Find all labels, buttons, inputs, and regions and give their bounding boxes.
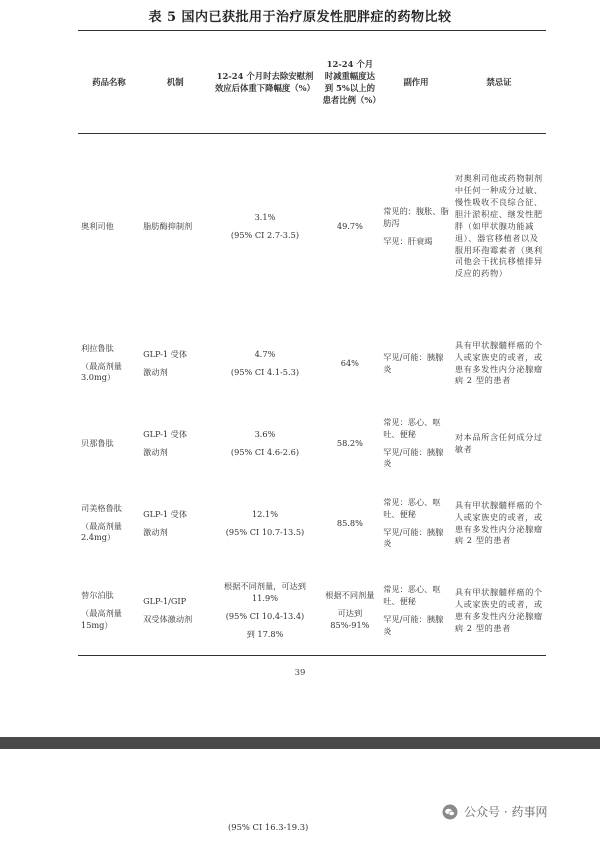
continued-ci-text: (95% CI 16.3-19.3) [228, 822, 309, 832]
header-5pct-ratio: 12-24 个月时减重幅度达到 5%以上的患者比例（%） [322, 58, 381, 106]
cell-weight-loss: 3.6% (95% CI 4.6-2.6) [230, 428, 300, 457]
watermark-text: 公众号 · 药事网 [464, 805, 548, 819]
watermark [442, 803, 547, 820]
cell-5pct-ratio: 58.2% [336, 437, 363, 448]
cell-contraindications: 对本品所含任何成分过敏者 [454, 431, 543, 454]
cell-mechanism: GLP-1/GIP 双受体激动剂 [143, 596, 193, 625]
cell-side-effects: 常见：恶心、呕吐、便秘 罕见/可能：胰腺炎 [383, 584, 444, 637]
drug-comparison-table [78, 30, 546, 656]
cell-contraindications: 具有甲状腺髓样癌的个人或家族史的或者，或患有多发性内分泌腺瘤病 2 型的患者 [454, 499, 543, 546]
cell-mechanism: GLP-1 受体 激动剂 [143, 428, 188, 457]
cell-drug-name: 贝那鲁肽 [81, 437, 114, 448]
cell-side-effects: 罕见/可能：胰腺炎 [383, 351, 444, 374]
page-separator [0, 737, 600, 749]
header-contraindications: 禁忌证 [486, 76, 512, 87]
cell-drug-name: 奥利司他 [81, 220, 114, 231]
table-row [78, 320, 546, 408]
cell-weight-loss: 4.7% (95% CI 4.1-5.3) [230, 348, 300, 377]
cell-side-effects: 常见：恶心、呕吐、便秘 罕见/可能：胰腺炎 [383, 416, 444, 469]
cell-drug-name: 替尔泊肽 （最高剂量 15mg） [81, 590, 122, 631]
cell-side-effects: 常见的：腹胀、脂肪泻 罕见：肝衰竭 [383, 205, 449, 246]
table-title: 表 5 国内已获批用于治疗原发性肥胖症的药物比较 [148, 10, 452, 25]
cell-5pct-ratio: 85.8% [336, 517, 363, 528]
cell-contraindications: 具有甲状腺髓样癌的个人或家族史的或者，或患有多发性内分泌腺瘤病 2 型的患者 [454, 587, 543, 634]
cell-drug-name: 司美格鲁肽 （最高剂量 2.4mg） [81, 502, 122, 543]
document-page-2 [0, 749, 600, 842]
cell-weight-loss: 3.1% (95% CI 2.7-3.5) [230, 211, 300, 240]
cell-5pct-ratio: 49.7% [336, 220, 363, 231]
cell-weight-loss: 12.1% (95% CI 10.7-13.5) [225, 508, 305, 537]
page-number: 39 [294, 668, 306, 678]
header-weight-loss: 12-24 个月时去除安慰剂效应后体重下降幅度（%） [214, 70, 316, 93]
cell-drug-name: 利拉鲁肽 （最高剂量 3.0mg） [81, 342, 122, 383]
header-side-effects: 副作用 [403, 76, 429, 87]
table-header-row [78, 31, 546, 134]
cell-contraindications: 具有甲状腺髓样癌的个人或家族史的或者，或患有多发性内分泌腺瘤病 2 型的患者 [454, 339, 543, 386]
cell-mechanism: GLP-1 受体 激动剂 [143, 508, 188, 537]
table-row [78, 134, 546, 320]
table-row [78, 480, 546, 568]
cell-mechanism: 脂肪酶抑制剂 [143, 220, 193, 231]
table-row [78, 408, 546, 480]
header-mech: 机制 [166, 76, 184, 87]
cell-weight-loss: 根据不同剂量，可达到 11.9% (95% CI 10.4-13.4) 到 17.8% [224, 581, 306, 640]
cell-side-effects: 常见：恶心、呕吐、便秘 罕见/可能：胰腺炎 [383, 496, 444, 549]
table-row [78, 568, 546, 656]
cell-mechanism: GLP-1 受体 激动剂 [143, 348, 188, 377]
cell-contraindications: 对奥利司他或药物制剂中任何一种成分过敏、慢性吸收不良综合征、胆汁淤积症、继发性肥胖（如甲状腺功能减退）、器官移植者以及服用环孢霉素者（奥利司他会干扰抗移植排异反应的药物） [454, 173, 543, 279]
header-name: 药品名称 [92, 76, 126, 87]
cell-5pct-ratio: 根据不同剂量 可达到 85%-91% [325, 590, 375, 631]
cell-5pct-ratio: 64% [340, 357, 359, 368]
wechat-icon [442, 804, 458, 820]
